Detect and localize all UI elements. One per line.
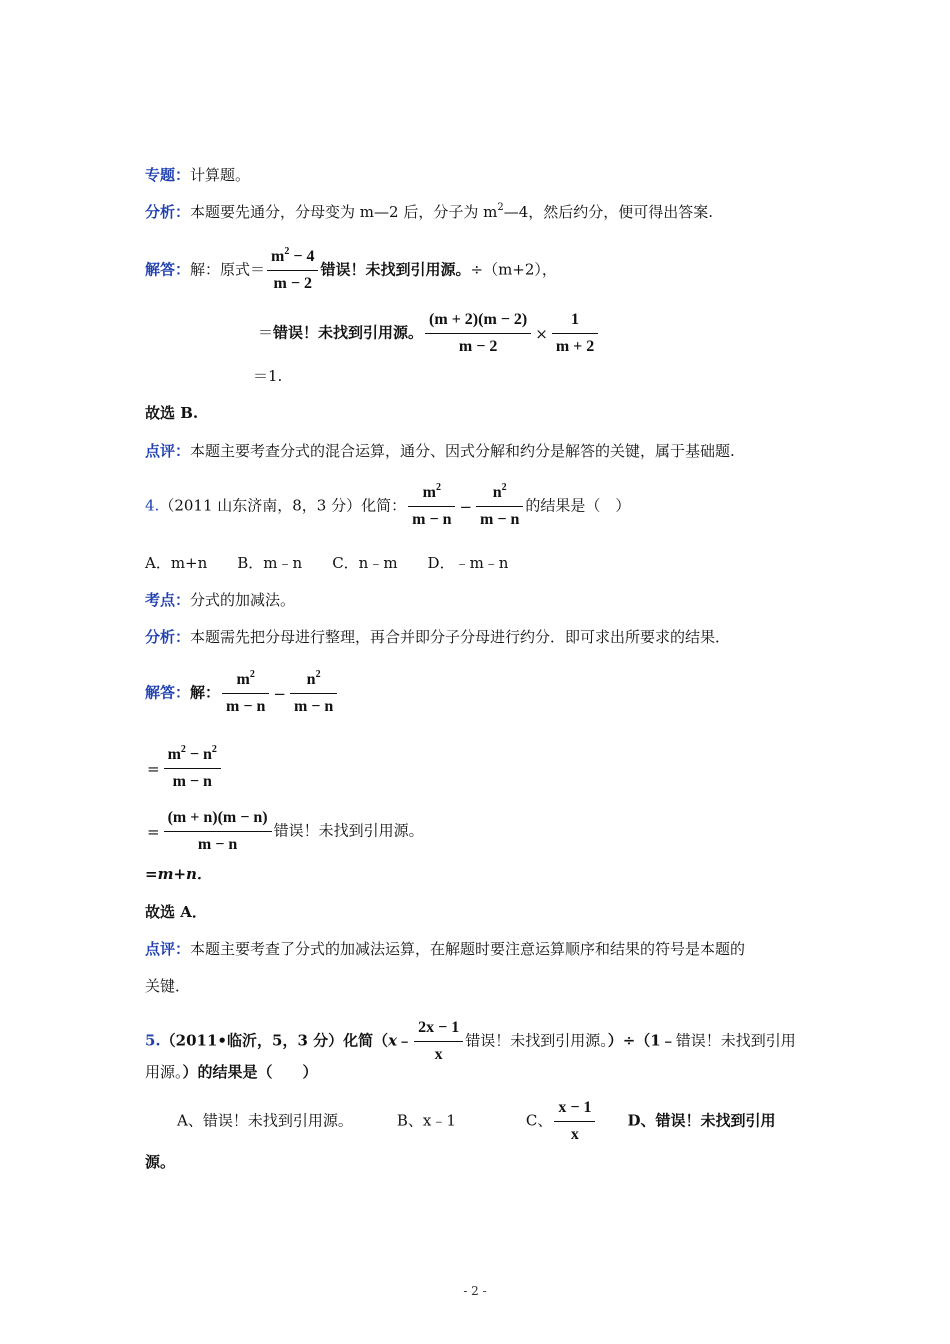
fraction-top: 1 bbox=[552, 310, 598, 334]
q4-step-2 bbox=[145, 745, 223, 792]
solution-label: 解答： bbox=[145, 260, 191, 279]
q4-solution bbox=[145, 670, 339, 717]
fraction-top: m bbox=[422, 484, 436, 501]
solution-line-1 bbox=[145, 247, 557, 294]
fraction-bottom: m + 2 bbox=[555, 338, 595, 355]
knowledge-text: 分式的加减法。 bbox=[190, 591, 296, 609]
error-ref-text: 错误！未找到引用源。 bbox=[465, 1031, 608, 1050]
error-ref-text: 错误！未找到引用源。 bbox=[273, 821, 424, 840]
comment-text: 本题主要考查了分式的加减法运算，在解题时要注意运算顺序和结果的符号是本题的 bbox=[190, 940, 746, 958]
comment-text-2: 关键． bbox=[145, 977, 191, 995]
error-ref-text-2: 错误！未找到引用 bbox=[675, 1031, 796, 1050]
q4-analysis bbox=[145, 627, 730, 647]
solution-line-3 bbox=[253, 366, 282, 386]
result-text: ＝1. bbox=[253, 367, 283, 385]
question-number: 4. bbox=[145, 496, 160, 515]
q4-knowledge-point bbox=[145, 590, 295, 610]
fraction-top: m bbox=[167, 746, 181, 763]
answer-text: 故选 B. bbox=[145, 404, 199, 422]
error-ref-text: 错误！未找到引用源。 bbox=[273, 323, 424, 342]
analysis-text-b: —4，然后约分，便可得出答案. bbox=[503, 203, 714, 221]
equals-sign: = bbox=[147, 822, 160, 841]
comment-label: 点评： bbox=[145, 442, 191, 460]
fraction-sup-2: 2 bbox=[211, 744, 217, 755]
solution-text: 解： bbox=[190, 683, 221, 702]
answer-line bbox=[145, 403, 198, 423]
question-5-cont bbox=[145, 1062, 318, 1082]
fraction-bottom: m − 2 bbox=[458, 338, 498, 355]
comment-text: 本题主要考查分式的混合运算，通分、因式分解和约分是解答的关键，属于基础题. bbox=[190, 442, 735, 460]
solution-line-2 bbox=[258, 310, 600, 357]
fraction-top: m bbox=[236, 671, 250, 688]
fraction-bottom: m − n bbox=[172, 773, 212, 790]
minus-sign: ﹣ bbox=[397, 1031, 413, 1050]
topic-text: 计算题。 bbox=[190, 166, 251, 184]
fraction-top: (m + n)(m − n) bbox=[164, 808, 272, 832]
solution-text-b: ÷（m+2）， bbox=[470, 260, 557, 279]
analysis-label: 分析： bbox=[145, 203, 191, 221]
question-5-options bbox=[177, 1098, 776, 1145]
fraction-bottom: m − 2 bbox=[273, 275, 312, 292]
fraction-top: n bbox=[306, 671, 316, 688]
result-text: =m+n． bbox=[145, 865, 212, 883]
topic-line bbox=[145, 165, 250, 185]
fraction-product bbox=[425, 310, 531, 357]
q4-comment-cont bbox=[145, 976, 190, 996]
options-text: A．m+n B．m﹣n C．n﹣m D．﹣m﹣n bbox=[145, 554, 509, 572]
q4-step-4 bbox=[145, 864, 212, 884]
fraction-m2-n2-over-m-n bbox=[164, 745, 221, 792]
tail-text: 源。 bbox=[145, 1153, 176, 1171]
fraction-sup: 2 bbox=[501, 482, 507, 493]
fraction-bottom: m − n bbox=[226, 698, 266, 715]
error-ref-text: 错误！未找到引用源。 bbox=[320, 260, 471, 279]
fraction-top: m bbox=[271, 248, 285, 265]
question-5 bbox=[145, 1018, 796, 1065]
fraction-bottom: x bbox=[570, 1126, 579, 1143]
fraction-m2-4-over-m-2 bbox=[267, 247, 318, 294]
comment-line bbox=[145, 441, 735, 461]
page-number: - 2 - bbox=[463, 1284, 487, 1298]
fraction-top: n bbox=[492, 484, 502, 501]
question-source: （2011 山东济南，8，3 分）化简： bbox=[159, 496, 407, 515]
option-a: A、错误！未找到引用源。 bbox=[177, 1111, 353, 1130]
times-sign: × bbox=[535, 324, 548, 343]
question-text-b: ）÷（1﹣ bbox=[607, 1031, 676, 1050]
knowledge-label: 考点： bbox=[145, 591, 191, 609]
variable-x: x bbox=[388, 1031, 398, 1050]
analysis-text-a: 本题要先通分，分母变为 m—2 后，分子为 m bbox=[190, 203, 498, 221]
fraction-top-rest: − 4 bbox=[289, 248, 315, 265]
minus-sign: − bbox=[459, 497, 473, 516]
fraction-sup: 2 bbox=[284, 246, 290, 257]
q4-comment bbox=[145, 939, 745, 959]
fraction-sup: 2 bbox=[315, 669, 321, 680]
fraction-n2-over-m-n bbox=[476, 483, 523, 530]
solution-text: 解：原式＝ bbox=[190, 260, 266, 279]
comment-label: 点评： bbox=[145, 940, 191, 958]
fraction-m2-over-m-n bbox=[222, 670, 269, 717]
q4-step-3 bbox=[145, 808, 424, 855]
fraction-bottom: x bbox=[434, 1046, 443, 1063]
fraction-n2-over-m-n bbox=[290, 670, 337, 717]
fraction-top: 2x − 1 bbox=[414, 1018, 463, 1042]
analysis-sup: 2 bbox=[497, 202, 504, 213]
fraction-2x-1-over-x bbox=[414, 1018, 463, 1065]
fraction-m2-over-m-n bbox=[408, 483, 455, 530]
question-5-tail bbox=[145, 1152, 175, 1172]
error-ref-text: 用源。 bbox=[145, 1063, 183, 1081]
fraction-bottom: m − n bbox=[480, 511, 520, 528]
question-number: 5. bbox=[145, 1031, 161, 1050]
fraction-bottom: m − n bbox=[412, 511, 452, 528]
question-tail: ）的结果是（ ） bbox=[182, 1063, 318, 1081]
question-tail: 的结果是（ ） bbox=[525, 496, 631, 515]
option-b: B、x﹣1 bbox=[396, 1111, 456, 1130]
fraction-bottom: m − n bbox=[293, 698, 334, 715]
equals-sign: = bbox=[147, 759, 160, 778]
fraction-sup: 2 bbox=[180, 744, 186, 755]
fraction-sup: 2 bbox=[435, 482, 441, 493]
fraction-sup: 2 bbox=[249, 669, 255, 680]
answer-text: 故选 A． bbox=[145, 903, 207, 921]
fraction-1-over-m+2 bbox=[552, 310, 598, 357]
fraction-top-rest: − n bbox=[185, 746, 212, 763]
question-4-options bbox=[145, 553, 508, 573]
fraction-x-1-over-x bbox=[554, 1098, 595, 1145]
fraction-top: x − 1 bbox=[554, 1098, 595, 1122]
question-source: （2011•临沂，5，3 分）化简（ bbox=[160, 1031, 389, 1050]
fraction-top: (m + 2)(m − 2) bbox=[425, 310, 531, 334]
analysis-line bbox=[145, 202, 713, 222]
option-c: C、 bbox=[525, 1111, 553, 1130]
analysis-label: 分析： bbox=[145, 628, 191, 646]
fraction-factored bbox=[164, 808, 272, 855]
q4-answer bbox=[145, 902, 207, 922]
option-d: D、错误！未找到引用 bbox=[627, 1111, 776, 1130]
question-4 bbox=[145, 483, 630, 530]
minus-sign: − bbox=[273, 684, 286, 703]
topic-label: 专题： bbox=[145, 166, 191, 184]
equals-sign: ＝ bbox=[258, 323, 274, 342]
solution-label: 解答： bbox=[145, 683, 191, 702]
fraction-bottom: m − n bbox=[197, 836, 238, 853]
analysis-text: 本题需先把分母进行整理，再合并即分子分母进行约分．即可求出所要求的结果． bbox=[190, 628, 731, 646]
